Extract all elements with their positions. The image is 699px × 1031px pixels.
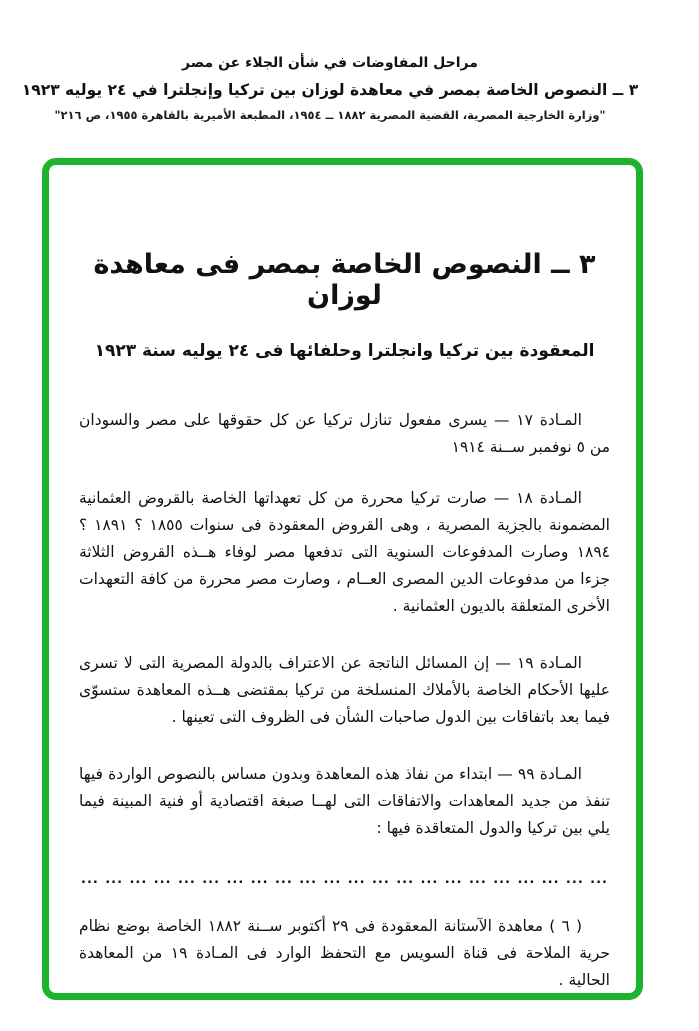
article-17-paragraph: المـادة ١٧ — يسرى مفعول تنازل تركيا عن كل حقوقها على مصر والسودان من ٥ نوفمبر ســنة ١٩١٤: [79, 411, 610, 456]
footnote-paragraph: ( ٦ ) معاهدة الآستانة المعقودة فى ٢٩ أكتوبر ســنة ١٨٨٢ الخاصة بوضع نظام حرية الملاحة فى قناة السويس مع التحفظ الوارد فى المـادة ١٩ من المعاهدة الحالية .: [79, 917, 611, 989]
article-19-paragraph: المـادة ١٩ — إن المسائل الناتجة عن الاعتراف بالدولة المصرية التى لا تسرى عليها الأحكام الخاصة بالأملاك المنسلخة من تركيا بمقتضى هــذه المعاهدة ستسوّى فيما بعد باتفاقات بين الدول صاحبات الشأن فى الظروف التى تعينها .: [79, 654, 610, 726]
ellipsis-row: ... ... ... ... ... ... ... ... ... ... ... ... ... ... ... ... ... ... ... ... ... ...: [81, 872, 608, 887]
document-title: ٣ ــ النصوص الخاصة بمصر فى معاهدة لوزان: [93, 249, 596, 311]
article-99-paragraph: المـادة ٩٩ — ابتداء من نفاذ هذه المعاهدة وبدون مساس بالنصوص الواردة فيها تنفذ من جديد المعاهدات والاتفاقات التى لهــا صبغة اقتصادية أو فنية المبينة فيما يلي بين تركيا والدول المتعاقدة فيها :: [79, 765, 610, 837]
header-source-citation: "وزارة الخارجية المصرية، القضية المصرية ١٨٨٢ ــ ١٩٥٤، المطبعة الأميرية بالقاهرة ١٩٥٥، ص ٢١٦": [54, 108, 606, 122]
document-frame: [42, 158, 643, 1000]
header-document-title: ٣ ــ النصوص الخاصة بمصر في معاهدة لوزان بين تركيا وإنجلترا في ٢٤ يوليه ١٩٢٣: [21, 81, 639, 99]
header-series-title: مراحل المفاوضات في شأن الجلاء عن مصر: [182, 55, 478, 71]
article-18-paragraph: المـادة ١٨ — صارت تركيا محررة من كل تعهداتها الخاصة بالقروض العثمانية المضمونة بالجزية المصرية ، وهى القروض المعقودة فى سنوات ١٨٥٥ ؟ ١٨٩١ ؟ ١٨٩٤ وصارت المدفوعات السنوية التى تدفعها مصر لوفاء هــذه القروض الثلاثة جزءا من مدفوعات الدين المصرى العــام ، وصارت مصر محررة من كافة التعهدات الأخرى المتعلقة بالديون العثمانية .: [79, 489, 610, 615]
document-subtitle: المعقودة بين تركيا وانجلترا وحلفائها فى ٢٤ يوليه سنة ١٩٢٣: [94, 341, 595, 361]
page-header: [0, 55, 660, 122]
